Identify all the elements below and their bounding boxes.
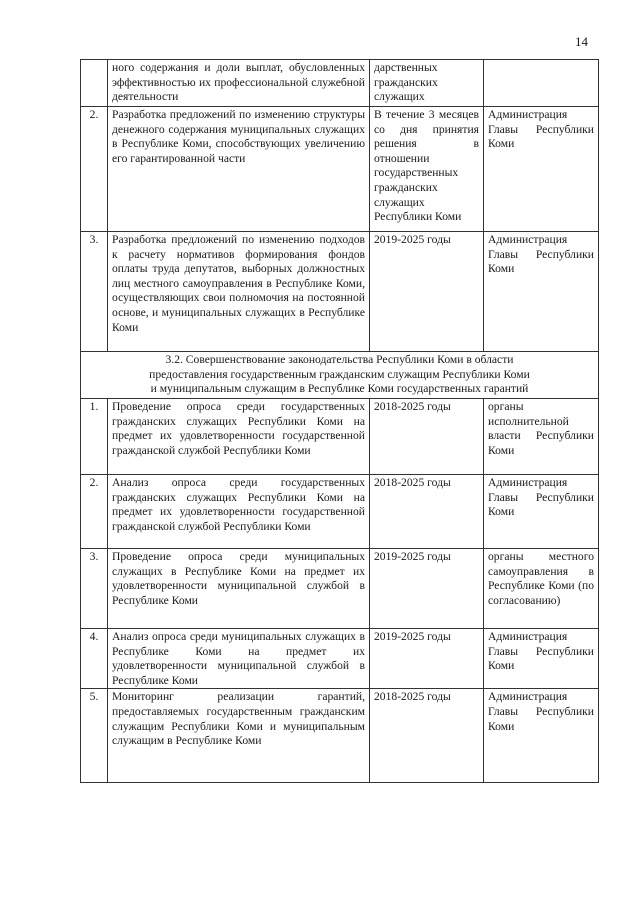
table-row <box>81 549 599 629</box>
section-heading-line: предоставления государственным гражданским служащим Республики Коми <box>149 367 530 381</box>
measure-text: Разработка предложений по изменению подходов к расчету нормативов формирования фондов оплаты труда депутатов, выборных должностных лиц местного самоуправления в Республике Коми, осуществляющих свои полномочия на постоянной основе, и муниципальных служащих в Республике Коми <box>108 232 370 352</box>
measure-responsible <box>484 60 599 107</box>
section-heading-line: 3.2. Совершенствование законодательства Республики Коми в области <box>165 353 514 366</box>
page-number: 14 <box>575 34 588 49</box>
measure-term: 2018-2025 годы <box>370 399 484 475</box>
measure-term: 2019-2025 годы <box>370 629 484 689</box>
section-heading-line: и муниципальным служащим в Республике Коми государственных гарантий <box>150 382 529 396</box>
measures-table <box>80 59 599 783</box>
measure-term: 2018-2025 годы <box>370 475 484 549</box>
measure-term: 2018-2025 годы <box>370 689 484 783</box>
measure-term: дарственных гражданских служащих <box>370 60 484 107</box>
measure-text: Мониторинг реализации гарантий, предоставляемых государственным гражданским служащим Республики Коми и муниципальным служащим в Республике Коми <box>108 689 370 783</box>
row-number: 1. <box>81 399 108 475</box>
row-number: 5. <box>81 689 108 783</box>
section-heading-row <box>81 352 599 399</box>
table-row <box>81 399 599 475</box>
row-number <box>81 60 108 107</box>
measure-term: В течение 3 месяцев со дня принятия решения в отношении государственных гражданских служащих Республики Коми <box>370 107 484 232</box>
measure-responsible: Администрация Главы Республики Коми <box>484 232 599 352</box>
measure-responsible: Администрация Главы Республики Коми <box>484 629 599 689</box>
measure-text: Анализ опроса среди муниципальных служащих в Республике Коми на предмет их удовлетворенности муниципальной службой в Республике Коми <box>108 629 370 689</box>
table-row <box>81 629 599 689</box>
row-number: 4. <box>81 629 108 689</box>
measure-text: Проведение опроса среди государственных гражданских служащих Республики Коми на предмет их удовлетворенности государственной гражданской службой Республики Коми <box>108 399 370 475</box>
measure-responsible: органы исполнительной власти Республики Коми <box>484 399 599 475</box>
row-number: 3. <box>81 549 108 629</box>
row-number: 3. <box>81 232 108 352</box>
measure-text: Анализ опроса среди государственных гражданских служащих Республики Коми на предмет их удовлетворенности государственной гражданской службой Республики Коми <box>108 475 370 549</box>
section-heading <box>81 352 599 399</box>
measure-text: Проведение опроса среди муниципальных служащих в Республике Коми на предмет их удовлетворенности муниципальной службой в Республике Коми <box>108 549 370 629</box>
measure-responsible: Администрация Главы Республики Коми <box>484 475 599 549</box>
table-row <box>81 475 599 549</box>
measure-responsible: Администрация Главы Республики Коми <box>484 107 599 232</box>
table-row <box>81 60 599 107</box>
row-number: 2. <box>81 475 108 549</box>
table-row <box>81 689 599 783</box>
measure-responsible: Администрация Главы Республики Коми <box>484 689 599 783</box>
row-number: 2. <box>81 107 108 232</box>
measure-text: Разработка предложений по изменению структуры денежного содержания муниципальных служащих в Республике Коми, способствующих увеличению его гарантированной части <box>108 107 370 232</box>
measure-term: 2019-2025 годы <box>370 232 484 352</box>
table-row <box>81 107 599 232</box>
table-row <box>81 232 599 352</box>
measure-text: ного содержания и доли выплат, обусловленных эффективностью их профессиональной служебной деятельности <box>108 60 370 107</box>
measure-term: 2019-2025 годы <box>370 549 484 629</box>
measure-responsible: органы местного самоуправления в Республике Коми (по согласованию) <box>484 549 599 629</box>
